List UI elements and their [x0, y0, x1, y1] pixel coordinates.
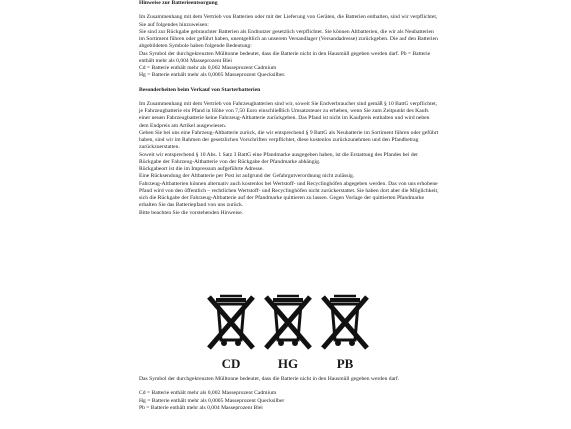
section-heading-starter: Besonderheiten beim Verkauf von Starterbatterien — [139, 86, 261, 93]
symbol-explanation — [139, 376, 439, 412]
starter-paragraph: Geben Sie bei uns eine Fahrzeug-Altbatterie zurück, die wir entsprechend § 9 BattG als Neubatterie im Sortiment führen oder geführt haben, sind wir im Rahmen der gesetzlichen Vorschriften verpflichtet, diese kostenlos zurückzunehmen und den Pfandbetrag zurückzuerstatten. — [139, 129, 439, 151]
starter-paragraph: Bitte beachten Sie die vorstehenden Hinweise. — [139, 209, 244, 216]
battery-symbols — [206, 292, 376, 372]
starter-paragraph: Soweit wir entsprechend § 10 Abs. 1 Satz 3 BattG eine Pfandmarke ausgegeben haben, ist die Erstattung des Pfandes bei der Rückgabe der Fahrzeug-Altbatterie von der Rückgabe der Pfandmarke abhängig. — [139, 151, 418, 165]
explanation-line: Pb = Batterie enthält mehr als 0,004 Masseprozent Blei — [139, 404, 263, 411]
section-heading-disposal: Hinweise zur Batterieentsorgung — [139, 0, 218, 6]
crossed-out-bin-icon — [206, 292, 256, 354]
explanation-line: Hg = Batterie enthält mehr als 0,0005 Masseprozent Quecksilber — [139, 397, 285, 404]
disposal-paragraph: Sie sind zur Rückgabe gebrauchter Batterien als Endnutzer gesetzlich verpflichtet. Sie können Altbatterien, die wir als Neubatterien im Sortiment führen oder geführt haben, unentgeltlich an unserem Versandlager (Versandadresse) zurückgeben. Die auf den Batterien abgebildeten Symbole haben folgende Bedeutung: — [139, 28, 438, 50]
disposal-paragraph: Das Symbol der durchgekreuzten Mülltonne bedeutet, dass die Batterie nicht in den Hausmüll gegeben werden darf. Pb = Batterie enthält mehr als 0,004 Masseprozent Blei — [139, 50, 431, 64]
disposal-paragraph: Im Zusammenhang mit dem Vertrieb von Batterien oder mit der Lieferung von Geräten, die Batterien enthalten, sind wir verpflichtet, Sie auf folgendes hinzuweisen: — [139, 14, 438, 28]
crossed-out-bin-icon — [320, 292, 370, 354]
crossed-out-bin-icon — [263, 292, 313, 354]
explanation-line: Cd = Batterie enthält mehr als 0,002 Masseprozent Cadmium — [139, 390, 277, 397]
starter-paragraph: Fahrzeug-Altbatterien können alternativ auch kostenlos bei Wertstoff- und Recyclinghöfen abgegeben werden. Das von uns erhobene Pfand wird von den öffentlich – rechtlichen Wertstoff- und Recyclinghöfen nicht zurückerstattet. Sie haben dort aber die Möglichkeit, sich die Rückgabe der Fahrzeug-Altbatterie auf der Pfandmarke quittieren zu lassen. Gegen Vorlage der quittierten Pfandmarke erhalten Sie das Batteriepfand von uns zurück. — [139, 180, 439, 209]
disposal-paragraph: Hg = Batterie enthält mehr als 0,0005 Masseprozent Quecksilber. — [139, 72, 286, 79]
disposal-paragraph: Cd = Batterie enthält mehr als 0,002 Masseprozent Cadmium — [139, 65, 277, 71]
symbol-label-pb: PB — [336, 356, 354, 371]
starter-paragraph: Eine Rücksendung der Altbatterie per Post ist aufgrund der Gefahrgutverordnung nicht zulässig. — [139, 173, 355, 180]
explanation-paragraph: Das Symbol der durchgekreuzten Mülltonne bedeutet, dass die Batterie nicht in den Hausmüll gegeben werden darf. — [139, 376, 400, 382]
starter-paragraph: Rückgabeort ist die im Impressum aufgeführte Adresse. — [139, 166, 264, 172]
symbol-label-cd: CD — [221, 356, 241, 371]
document-body — [139, 0, 439, 217]
symbol-label-hg: HG — [277, 356, 299, 371]
starter-paragraph: Im Zusammenhang mit dem Vertrieb von Fahrzeugbatterien sind wir, soweit Sie Endverbraucher sind gemäß § 10 BattG verpflichtet, je Fahrzeugbatterie ein Pfand in Höhe von 7,50 Euro einschließlich Umsatzsteuer zu erheben, wenn Sie zum Zeitpunkt des Kaufs einer neuen Fahrzeugbatterie keine Fahrzeug-Altbatterie zurückgeben. Das Pfand ist nicht im Kaufpreis enthalten und wird neben dem Endpreis am Artikel ausgewiesen. — [139, 100, 438, 129]
